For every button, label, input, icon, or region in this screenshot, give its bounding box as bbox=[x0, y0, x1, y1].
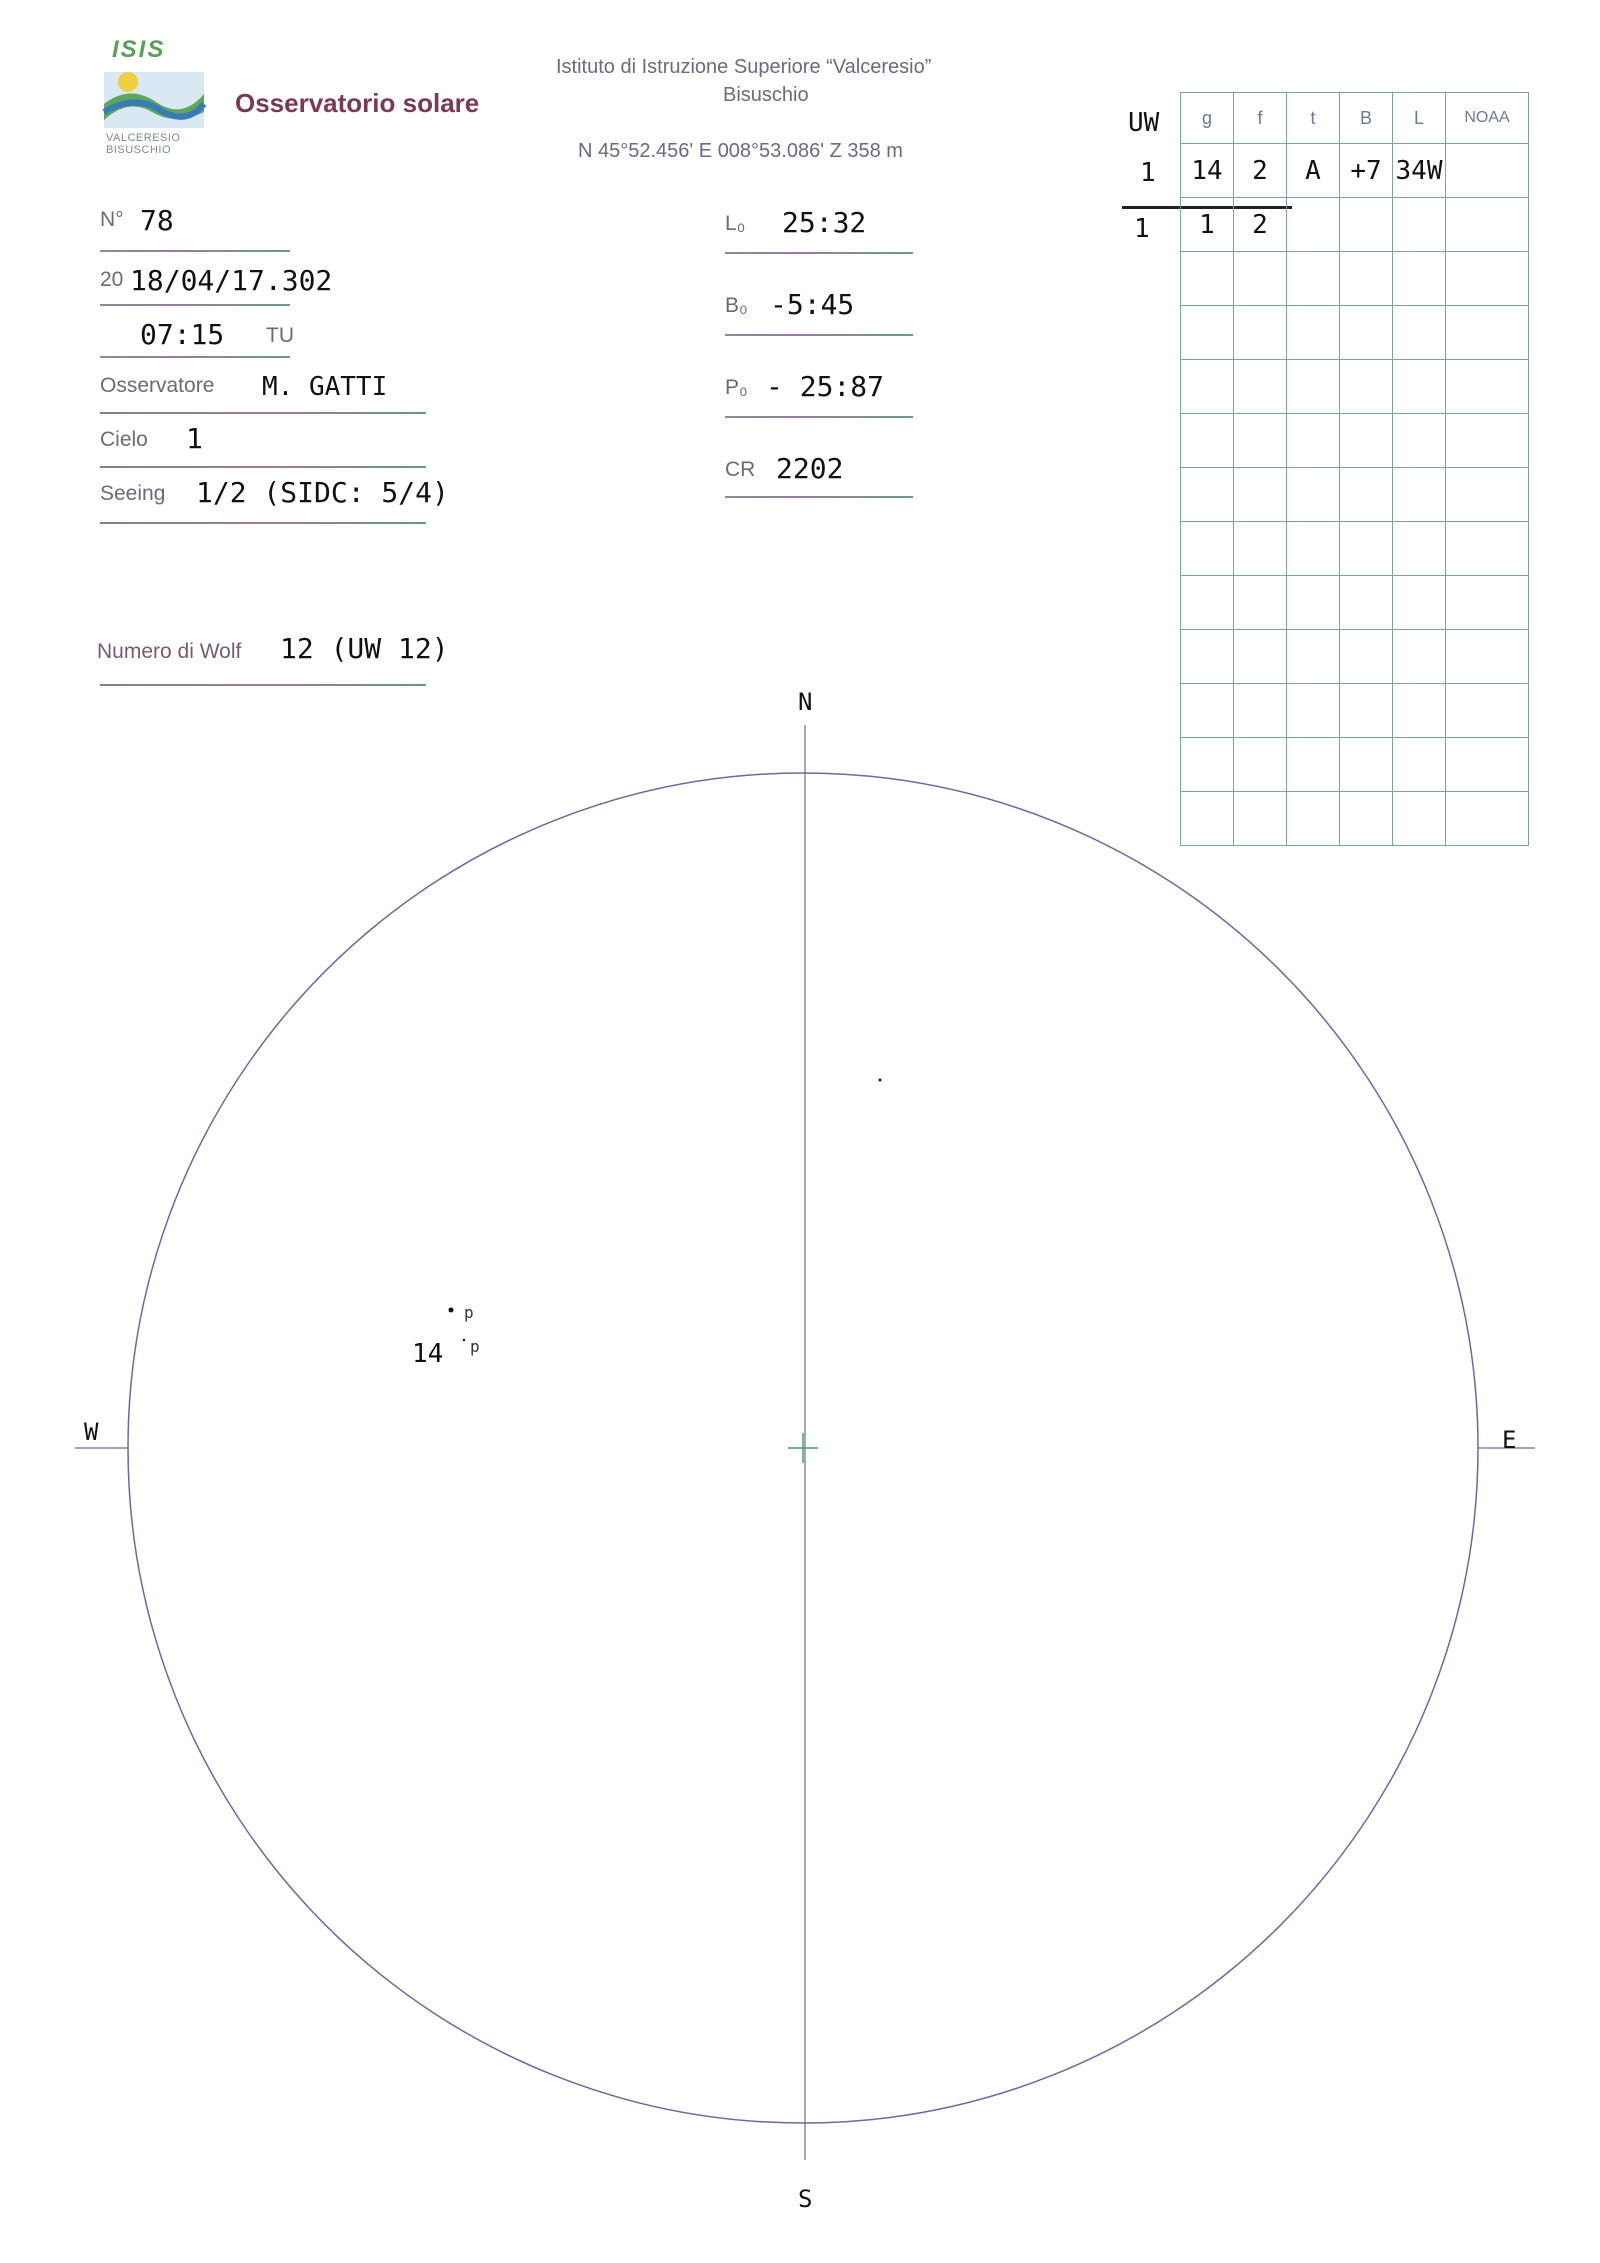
header-g: g bbox=[1181, 93, 1234, 144]
north-label: N bbox=[798, 688, 813, 716]
cr-label: CR bbox=[725, 458, 756, 481]
b0-value: -5:45 bbox=[770, 288, 855, 321]
page-title: Osservatorio solare bbox=[235, 88, 480, 118]
wolf-value: 12 (UW 12) bbox=[280, 632, 449, 665]
header-noaa: NOAA bbox=[1446, 93, 1529, 144]
cr-value: 2202 bbox=[776, 452, 844, 485]
number-label: N° bbox=[100, 208, 124, 231]
south-label: S bbox=[798, 2185, 813, 2213]
header-f: f bbox=[1234, 93, 1287, 144]
speck bbox=[879, 1079, 882, 1082]
cell-l: 34W bbox=[1393, 144, 1446, 198]
sunspot bbox=[449, 1308, 454, 1313]
date-prefix: 20 bbox=[100, 268, 124, 291]
east-label: E bbox=[1502, 1426, 1517, 1454]
b0-label: B₀ bbox=[725, 294, 748, 317]
spot-mark-p2: p bbox=[470, 1337, 480, 1356]
header-b: B bbox=[1340, 93, 1393, 144]
p0-value: - 25:87 bbox=[766, 370, 885, 403]
l0-label: L₀ bbox=[725, 212, 746, 235]
logo-caption: VALCERESIO BISUSCHIO bbox=[106, 132, 181, 156]
cell-g: 1 bbox=[1181, 198, 1234, 252]
institute-name: Istituto di Istruzione Superiore “Valceresio” bbox=[556, 56, 932, 78]
observer-label: Osservatore bbox=[100, 374, 215, 397]
cell-g: 14 bbox=[1181, 144, 1234, 198]
p0-label: P₀ bbox=[725, 376, 748, 399]
time-unit: TU bbox=[266, 324, 294, 347]
time-value: 07:15 bbox=[140, 318, 225, 351]
number-value: 78 bbox=[140, 204, 174, 237]
sunspot bbox=[463, 1339, 465, 1341]
wolf-label: Numero di Wolf bbox=[97, 640, 242, 663]
west-label: W bbox=[84, 1418, 99, 1446]
uw-value-row1: 1 bbox=[1140, 158, 1156, 188]
uw-value-row2: 1 bbox=[1134, 214, 1150, 244]
spot-mark-p1: p bbox=[464, 1303, 474, 1322]
logo-wordmark: ISIS bbox=[112, 36, 166, 63]
header-t: t bbox=[1287, 93, 1340, 144]
sky-value: 1 bbox=[186, 422, 203, 455]
seeing-value: 1/2 (SIDC: 5/4) bbox=[196, 476, 449, 509]
cell-f: 2 bbox=[1234, 198, 1287, 252]
institute-town: Bisuschio bbox=[723, 84, 809, 106]
cell-f: 2 bbox=[1234, 144, 1287, 198]
l0-value: 25:32 bbox=[782, 206, 867, 239]
group-number-label: 14 bbox=[412, 1339, 444, 1369]
observer-value: M. GATTI bbox=[262, 372, 388, 402]
cell-b: +7 bbox=[1340, 144, 1393, 198]
uw-header: UW bbox=[1128, 108, 1160, 138]
observatory-coordinates: N 45°52.456' E 008°53.086' Z 358 m bbox=[578, 140, 903, 162]
header-l: L bbox=[1393, 93, 1446, 144]
date-value: 18/04/17.302 bbox=[130, 264, 333, 297]
cell-t: A bbox=[1287, 144, 1340, 198]
seeing-label: Seeing bbox=[100, 482, 166, 505]
sky-label: Cielo bbox=[100, 428, 148, 451]
